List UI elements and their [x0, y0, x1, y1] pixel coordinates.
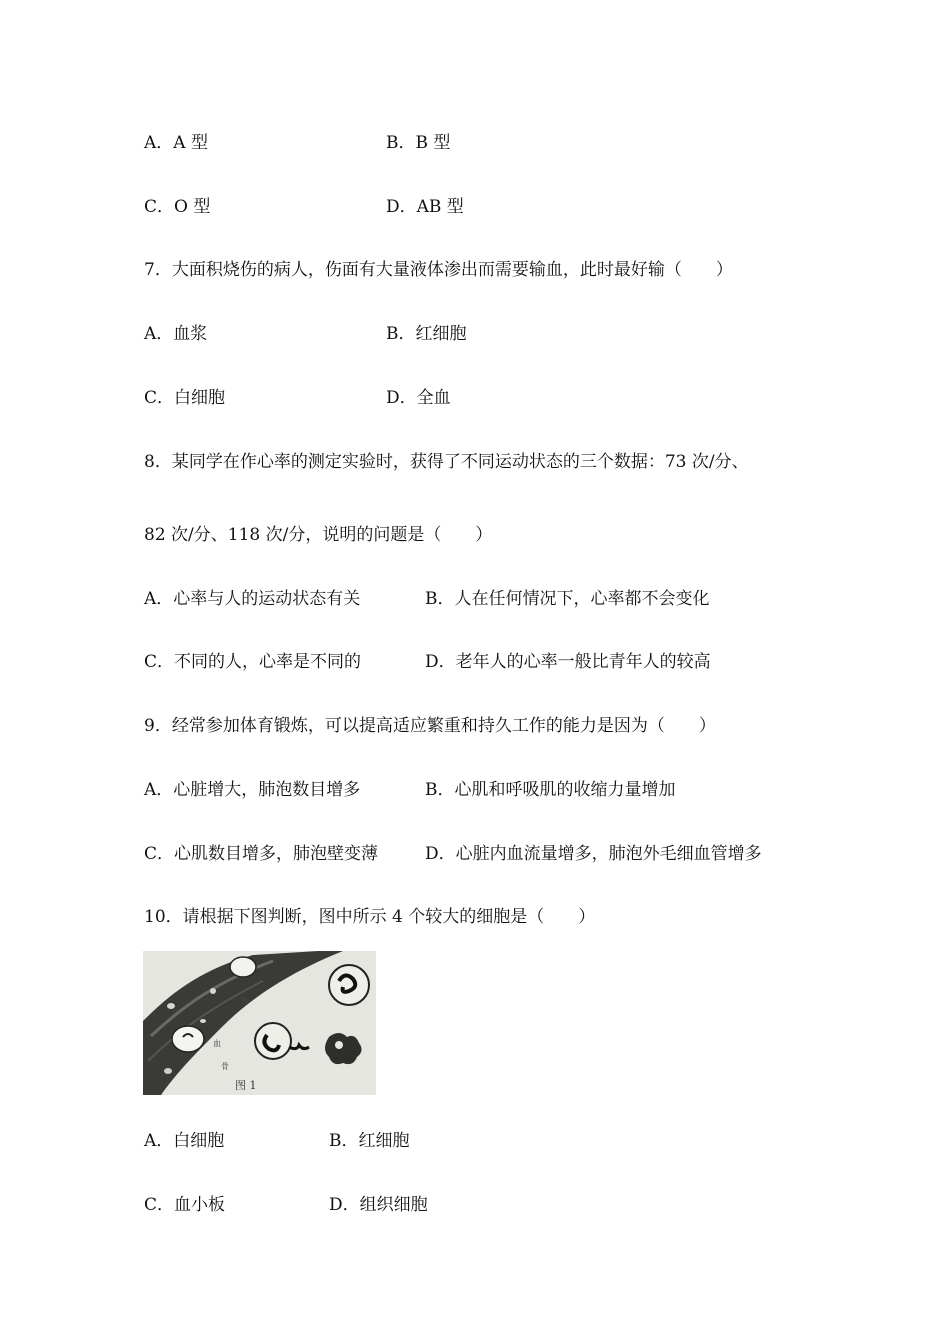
q6-option-b: B．B 型	[386, 133, 451, 153]
blood-cells-illustration	[143, 951, 376, 1095]
q10-option-a: A．白细胞	[144, 1131, 225, 1151]
q9-option-c: C．心肌数目增多，肺泡壁变薄	[144, 844, 379, 864]
q7-option-c: C．白细胞	[144, 388, 226, 408]
q8-option-b: B．人在任何情况下，心率都不会变化	[425, 589, 710, 609]
q6-option-a: A．A 型	[144, 133, 208, 153]
q10-option-d: D．组织细胞	[329, 1195, 428, 1215]
q10-option-c: C．血小板	[144, 1195, 226, 1215]
q9-option-d: D．心脏内血流量增多，肺泡外毛细血管增多	[425, 844, 762, 864]
q7-option-b: B．红细胞	[386, 324, 467, 344]
svg-text:脂: 脂	[241, 996, 249, 1005]
q6-option-d: D．AB 型	[386, 197, 464, 217]
q10-stem: 10．请根据下图判断，图中所示 4 个较大的细胞是（ ）	[144, 907, 596, 927]
q7-option-a: A．血浆	[144, 324, 208, 344]
q7-option-d: D．全血	[386, 388, 451, 408]
q6-option-c: C．O 型	[144, 197, 211, 217]
q8-option-c: C．不同的人，心率是不同的	[144, 652, 362, 672]
q8-option-a: A．心率与人的运动状态有关	[144, 589, 361, 609]
blood-cells-figure	[143, 951, 376, 1095]
q9-option-a: A．心脏增大，肺泡数目增多	[144, 780, 361, 800]
q10-option-b: B．红细胞	[329, 1131, 410, 1151]
q9-stem: 9．经常参加体育锻炼，可以提高适应繁重和持久工作的能力是因为（ ）	[144, 716, 716, 736]
svg-text:骨: 骨	[221, 1062, 229, 1071]
q8-option-d: D．老年人的心率一般比青年人的较高	[425, 652, 711, 672]
svg-text:血: 血	[213, 1039, 221, 1048]
q7-stem: 7．大面积烧伤的病人，伤面有大量液体渗出而需要输血，此时最好输（ ）	[144, 260, 733, 280]
q8-stem-line2: 82 次/分、118 次/分，说明的问题是（ ）	[144, 525, 493, 545]
q8-stem-line1: 8．某同学在作心率的测定实验时，获得了不同运动状态的三个数据：73 次/分、	[144, 452, 749, 472]
figure-caption: 图 1	[235, 1079, 257, 1092]
q9-option-b: B．心肌和呼吸肌的收缩力量增加	[425, 780, 676, 800]
